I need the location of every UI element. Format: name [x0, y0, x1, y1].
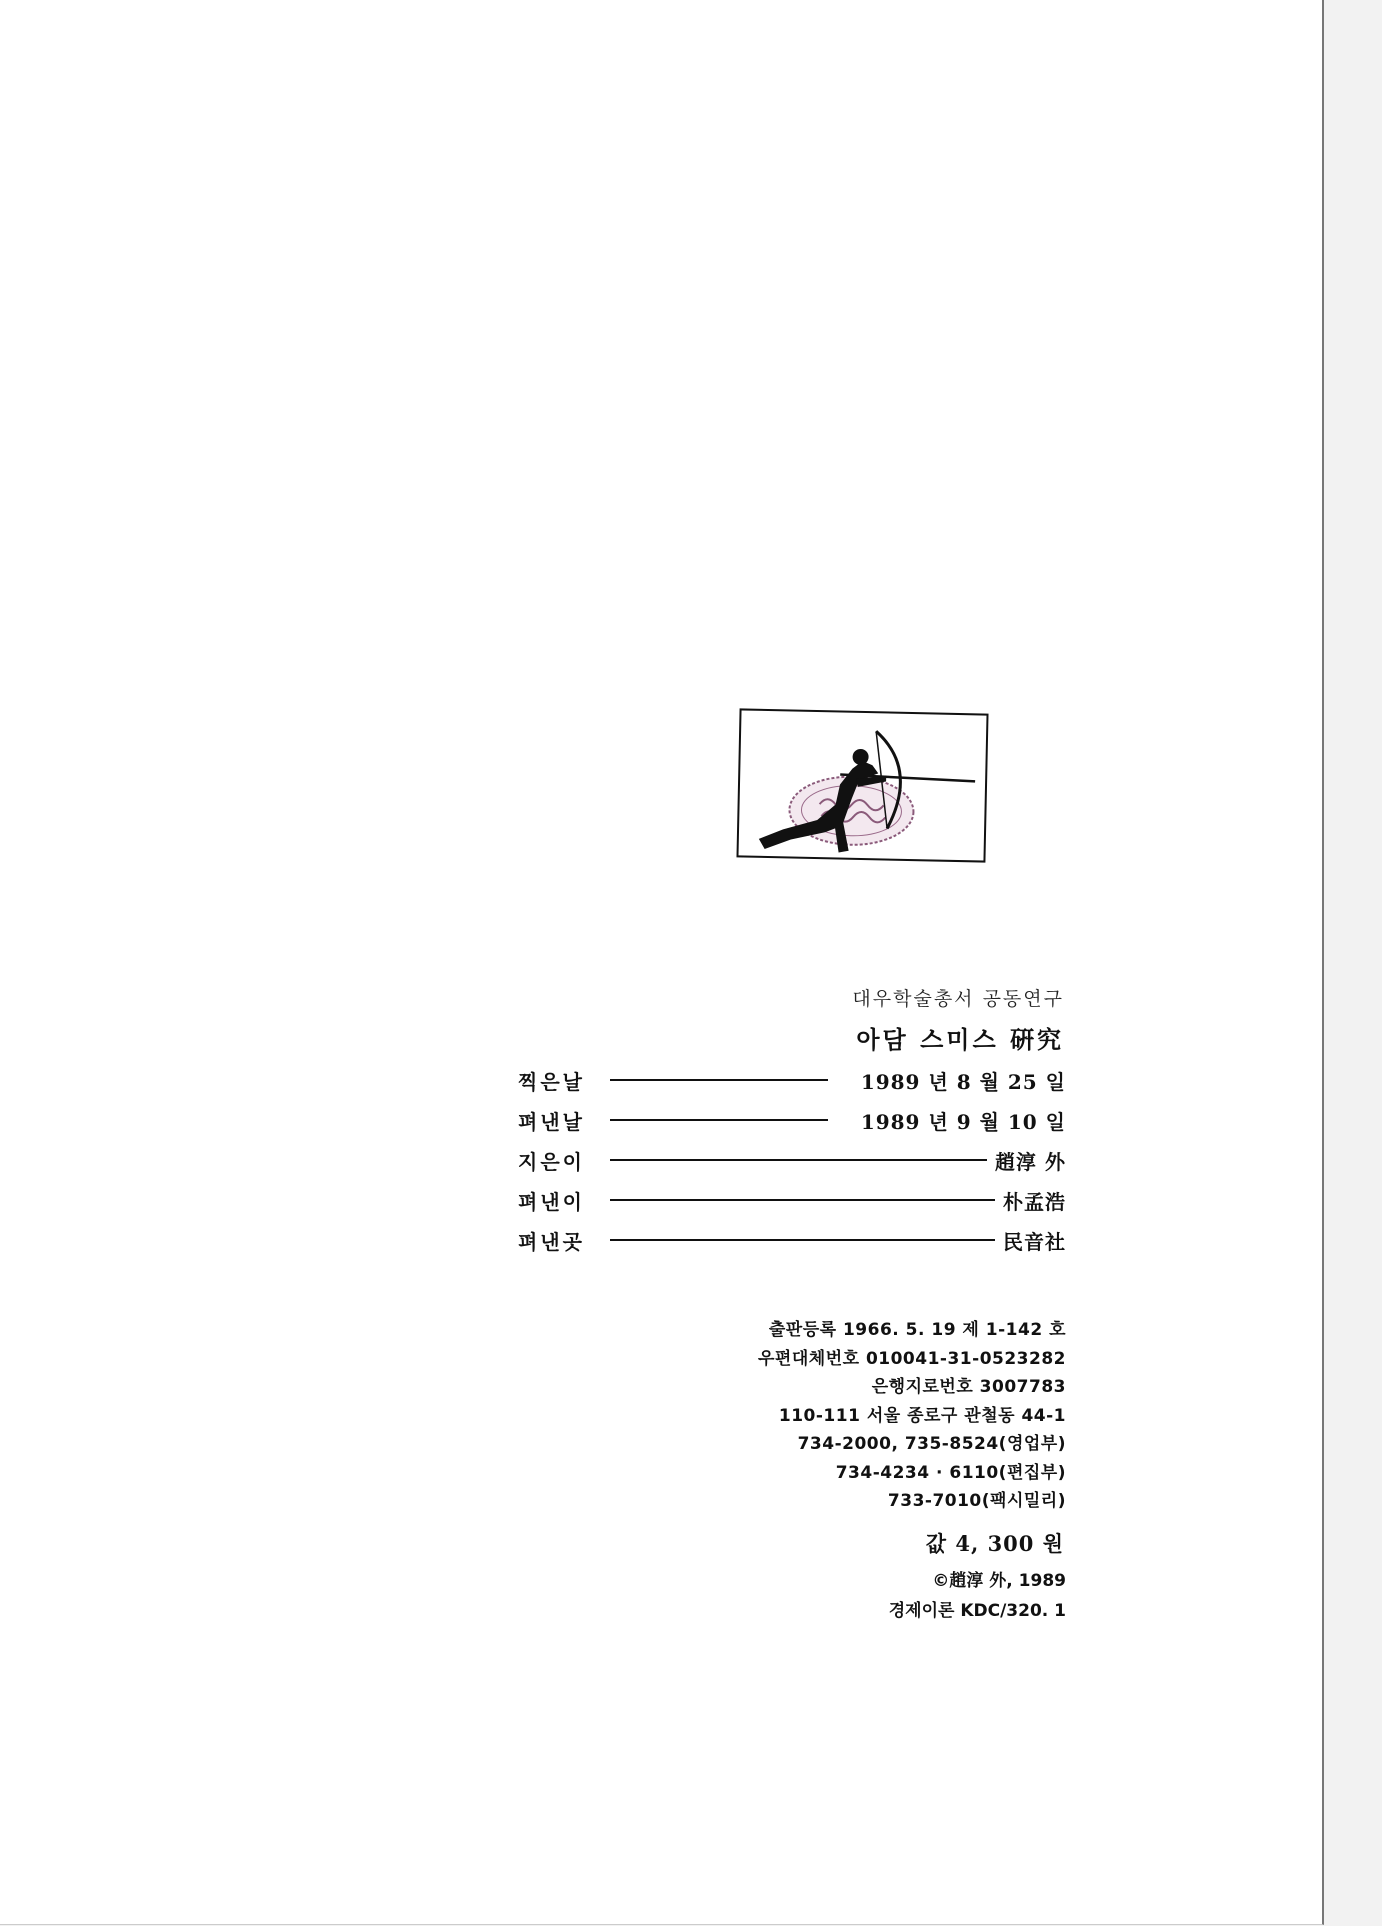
bank-giro-line: 은행지로번호 3007783: [871, 1377, 1066, 1397]
classification-line: 경제이론 KDC/320. 1: [888, 1601, 1066, 1621]
publisher-logo: [736, 708, 988, 862]
copyright-line: ©趙淳 外, 1989: [932, 1571, 1066, 1591]
credit-label: 찍은날: [518, 1069, 585, 1094]
credits-list: [518, 1060, 1066, 1260]
series-name: 대우학술총서 공동연구: [852, 988, 1064, 1010]
price: 값 4, 300 원: [925, 1531, 1064, 1556]
credit-label: 펴낸이: [518, 1189, 585, 1214]
credit-row-author: [518, 1140, 1066, 1180]
book-title: 아담 스미스 硏究: [856, 1025, 1064, 1054]
credit-label: 펴낸날: [518, 1109, 585, 1134]
fax-line: 733-7010(팩시밀리): [887, 1491, 1066, 1511]
phone-editorial-line: 734-4234 · 6110(편집부): [835, 1462, 1066, 1483]
credit-label: 지은이: [518, 1149, 585, 1174]
registration-line: 출판등록 1966. 5. 19 제 1-142 호: [768, 1320, 1066, 1340]
postal-transfer-line: 우편대체번호 010041-31-0523282: [758, 1348, 1066, 1369]
credit-label: 펴낸곳: [518, 1229, 585, 1254]
credit-value: 1989 년 8 월 25 일: [860, 1069, 1066, 1094]
credit-row-published: [518, 1100, 1066, 1140]
address-line: 110-111 서울 종로구 관철동 44-1: [778, 1405, 1066, 1426]
credit-value: 1989 년 9 월 10 일: [860, 1109, 1066, 1134]
credit-row-printed: [518, 1060, 1066, 1100]
credit-value: 趙淳 外: [995, 1149, 1066, 1174]
leader-line: [610, 1119, 828, 1121]
phone-sales-line: 734-2000, 735-8524(영업부): [797, 1434, 1066, 1454]
credit-value: 民音社: [1003, 1229, 1066, 1254]
credit-row-press: [518, 1220, 1066, 1260]
credit-value: 朴孟浩: [1003, 1189, 1066, 1214]
leader-line: [610, 1079, 828, 1081]
leader-line: [610, 1199, 995, 1201]
leader-line: [610, 1239, 995, 1241]
credit-row-publisher: [518, 1180, 1066, 1220]
leader-line: [610, 1159, 987, 1161]
copyright-block: [889, 1566, 1066, 1626]
publisher-info: [758, 1316, 1066, 1516]
archer-logo-icon: [739, 710, 987, 860]
